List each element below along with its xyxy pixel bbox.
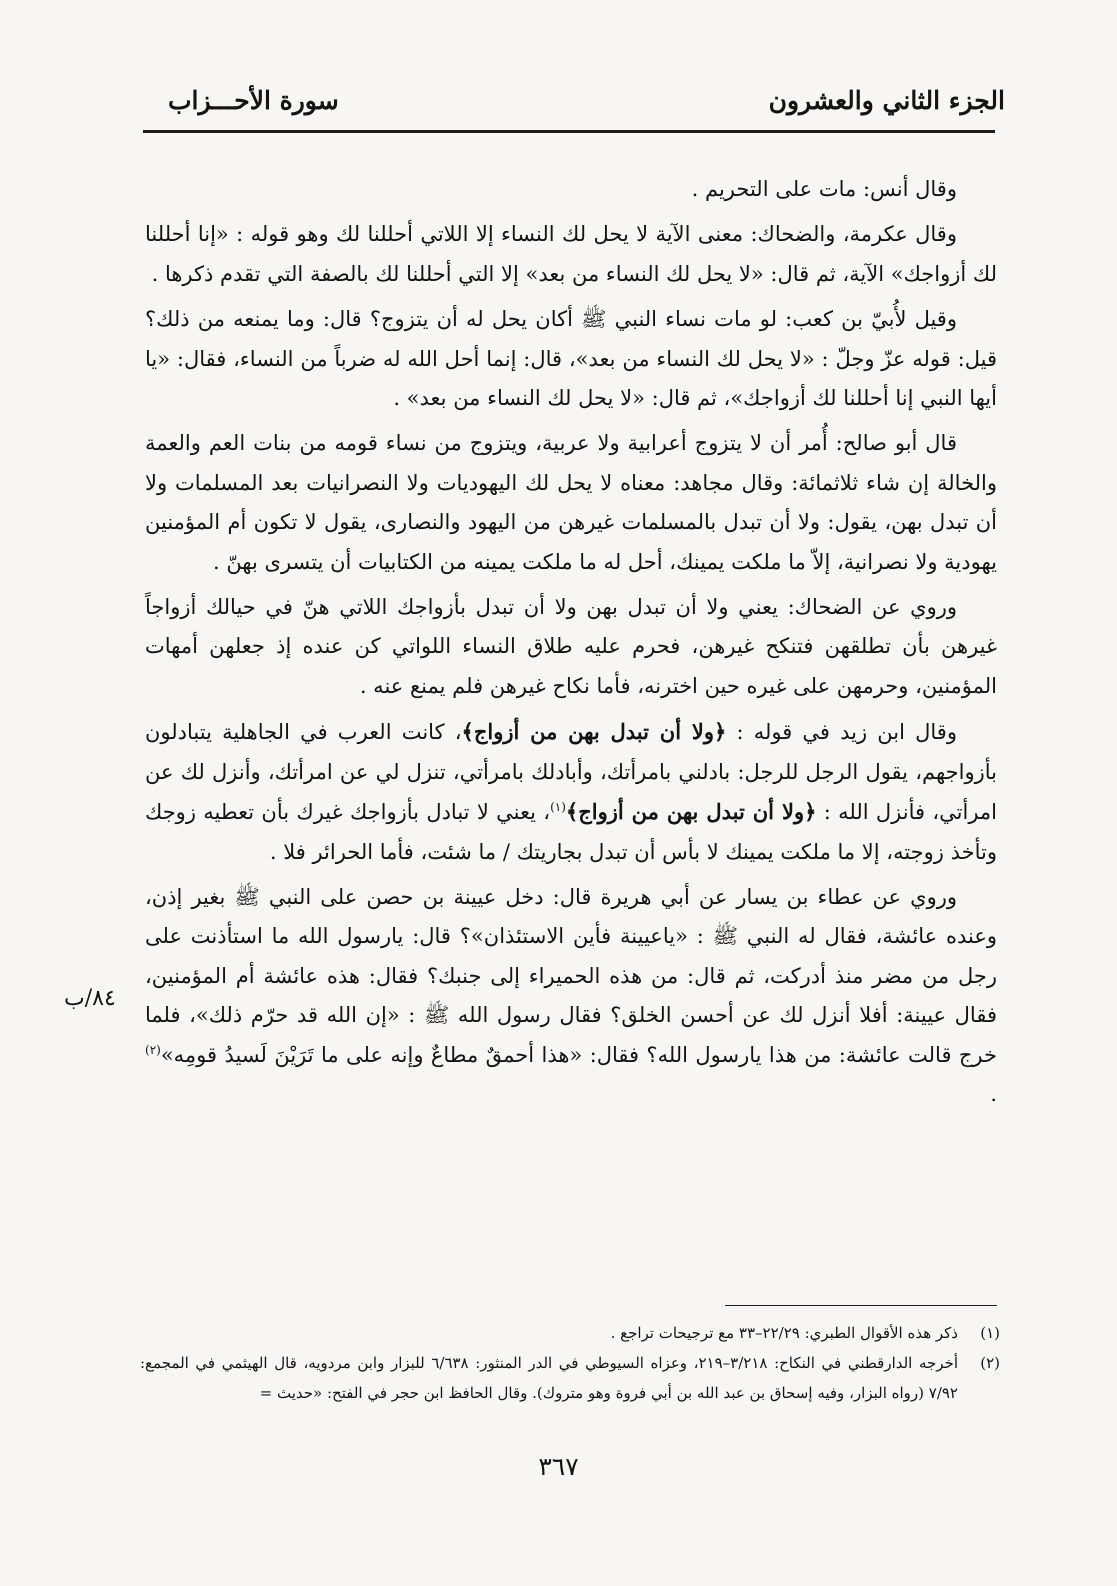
footnote-number: (١): [980, 1324, 1000, 1342]
text-run: وقال ابن زيد في قوله :: [726, 720, 957, 745]
footnote-number: (٢): [980, 1354, 1000, 1372]
paragraph: وروي عن الضحاك: يعني ولا أن تبدل بهن ولا أن تبدل بأزواجك اللاتي هنّ في حيالك أزواجاً غيرهن بأن تطلقهن فتنكح غيرهن، فحرم عليه طلاق النساء اللواتي كن عنده إذ جعلهن أمهات المؤمنين، وحرمهن على غيره حين اخترنه، فأما نكاح غيرهن فلم يمنع عنه .: [145, 595, 997, 698]
text-run: وروي عن عطاء بن يسار عن أبي هريرة قال: دخل عيينة بن حصن على النبي ﷺ بغير إذن، وعنده عائشة، فقال له النبي ﷺ : «ياعيينة فأين الاستئذان»؟ قال: يارسول الله ما استأذنت على رجل من مضر منذ أدركت، ثم قال: من هذه الحميراء إلى جنبك؟ فقال: هذه عائشة أم المؤمنين، فقال عيينة: أفلا أنزل لك عن أحسن الخلق؟ فقال رسول الله ﷺ : «إن الله قد حرّم ذلك»، فلما خرج قالت عائشة: من هذا يارسول الله؟ فقال: «هذا أحمقٌ مطاعٌ وإنه على ما تَرَيْنَ لَسيدُ قومِه»: [145, 884, 997, 1067]
header-rule: [143, 130, 995, 133]
main-text: [145, 170, 997, 1114]
quran-quote: ﴿ولا أن تبدل بهن من أزواج﴾: [565, 799, 817, 825]
footnote-rule: [725, 1305, 997, 1306]
text-run: .: [990, 1081, 997, 1106]
page-number: ٣٦٧: [538, 1452, 579, 1481]
quran-quote: ﴿ولا أن تبدل بهن من أزواج﴾: [461, 719, 727, 745]
paragraph: وقال أنس: مات على التحريم .: [691, 177, 957, 201]
text-run: ، يعني لا تبادل بأزواجك غيرك بأن تعطيه زوجك وتأخذ زوجته، إلا ما ملكت يمينك لا بأس أن تبدل بجاريتك / ما شئت، فأما الحرائر فلا .: [145, 800, 997, 864]
running-header-part: الجزء الثاني والعشرون: [768, 86, 1005, 115]
footnote-ref: (٢): [145, 1042, 161, 1057]
footnote-text: ذكر هذه الأقوال الطبري: ٢٢/٢٩–٣٣ مع ترجيحات تراجع .: [610, 1324, 958, 1342]
paragraph: [145, 878, 997, 1114]
running-header-surah: سورة الأحـــزاب: [168, 86, 339, 115]
paragraph: [145, 712, 997, 872]
footnote-text: أخرجه الدارقطني في النكاح: ٣/٢١٨–٢١٩، وعزاه السيوطي في الدر المنثور: ٦/٦٣٨ للبزار وابن مردويه، قال الهيثمي في المجمع: ٧/٩٢ (رواه البزار، وفيه إسحاق بن عبد الله بن أبي فروة وهو متروك). وقال الحافظ ابن حجر في الفتح: «حديث =: [140, 1354, 958, 1402]
manuscript-folio-note: ٨٤/ب: [64, 986, 116, 1011]
footnote: [140, 1348, 1000, 1408]
paragraph: وقيل لأُبيّ بن كعب: لو مات نساء النبي ﷺ أكان يحل له أن يتزوج؟ قال: وما يمنعه من ذلك؟ قيل: قوله عزّ وجلّ : «لا يحل لك النساء من بعد»، قال: إنما أحل الله له ضرباً من النساء، فقال: «يا أيها النبي إنا أحللنا لك أزواجك»، ثم قال: «لا يحل لك النساء من بعد» .: [145, 307, 997, 411]
footnote: [140, 1318, 1000, 1348]
paragraph: قال أبو صالح: أُمر أن لا يتزوج أعرابية ولا عربية، ويتزوج من نساء قومه من بنات العم والعمة والخالة إن شاء ثلاثمائة: وقال مجاهد: معناه لا يحل لك اليهوديات ولا النصرانيات بعد المسلمات ولا أن تبدل بهن، يقول: ولا أن تبدل بالمسلمات غيرهن من اليهود والنصارى، يقول لا تكون أم المؤمنين يهودية ولا نصرانية، إلاّ ما ملكت يمينك، أحل له ما ملكت يمينه من الكتابيات أن يتسرى بهنّ .: [145, 431, 997, 574]
footnote-ref: (١): [550, 800, 566, 815]
footnotes: [140, 1318, 1000, 1408]
paragraph: وقال عكرمة، والضحاك: معنى الآية لا يحل لك النساء إلا اللاتي أحللنا لك وهو قوله : «إنا أحللنا لك أزواجك» الآية، ثم قال: «لا يحل لك النساء من بعد» إلا التي أحللنا لك بالصفة التي تقدم ذكرها .: [145, 222, 997, 286]
text-run: ، كانت العرب في الجاهلية يتبادلون بأزواجهم، يقول الرجل للرجل: بادلني بامرأتك، وأبادلك بامرأتي، تنزل لي عن امرأتك، وأنزل لك عن امرأتي، فأنزل الله :: [145, 720, 997, 825]
